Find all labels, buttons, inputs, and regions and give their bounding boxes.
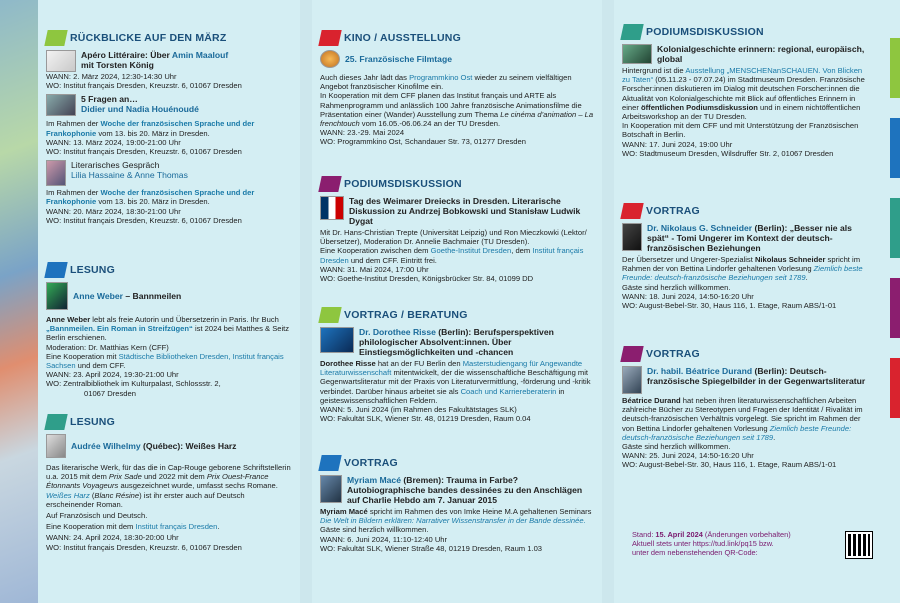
master-link[interactable]: Masterstudiengang für Angewandte Literaturwissenschaft <box>320 359 583 378</box>
purple-flag-icon <box>318 176 341 192</box>
section-podium-kolonial <box>622 24 870 158</box>
flags-icon <box>320 196 344 220</box>
section-vortrag-durand <box>622 346 870 470</box>
event-guest-note: Gäste sind herzlich willkommen. <box>622 442 731 452</box>
photo-thumbnail <box>622 366 642 394</box>
section-title: LESUNG <box>70 416 115 428</box>
qr-code-icon[interactable] <box>846 532 872 558</box>
photo-thumbnail <box>622 44 652 64</box>
red-flag-icon <box>318 30 341 46</box>
event-when: WANN: 23.-29. Mai 2024 <box>320 128 405 138</box>
event-where: WO: Programmkino Ost, Schandauer Str. 73, 01277 Dresden <box>320 137 526 147</box>
event-mace <box>320 475 596 505</box>
blue-tab <box>890 118 900 178</box>
event-desc: Der Übersetzer und Ungerer-Spezialist Nikolaus Schneider spricht im Rahmen der von Bettina Lindorfer gehaltenen Vorlesung Ziemlich beste Freunde: deutsch-französische Beziehungen seit 1789. <box>622 255 863 283</box>
event-when: WANN: 18. Juni 2024, 14:50-16:20 Uhr <box>622 291 754 301</box>
event-risse <box>320 327 596 357</box>
section-title: VORTRAG / BERATUNG <box>344 309 468 321</box>
column-1 <box>38 0 300 603</box>
event-where: WO: Institut français Dresden, Kreuzstr. 6, 01067 Dresden <box>46 215 242 225</box>
partner-link[interactable]: Städtische Bibliotheken Dresden, Institut français Sachsen <box>46 351 284 371</box>
event-filmtage <box>320 50 596 68</box>
event-where: WO: Fakultät SLK, Wiener Str. 48, 01219 Dresden, Raum 0.04 <box>320 414 531 424</box>
event-title: Literarisches Gespräch Lilia Hassaine & Anne Thomas <box>71 160 188 181</box>
event-desc: Myriam Macé spricht im Rahmen des von Imke Heine M.A gehaltenen Seminars Die Welt in Bildern erklären: Narrativer Wissenstransfer in der Bande dessinée. <box>320 507 592 526</box>
teal-tab <box>890 198 900 258</box>
section-vortrag-schneider <box>622 203 870 310</box>
teal-flag-icon <box>620 24 643 40</box>
event-desc: Das literarische Werk, für das die in Cap-Rouge geborene Schriftstellerin u.a. 2015 mit dem Prix Sade und 2022 mit dem Prix Ouest-France Étonnants Voyageurs ausgezeichnet wurde, umfasst sechs Romane. Weißes Harz (Blanc Résine) ist ihr erster auch auf Deutsch erscheinender Roman. <box>46 463 291 509</box>
column-2 <box>312 0 602 603</box>
section-kino <box>320 30 596 147</box>
event-where: WO: August-Bebel-Str. 30, Haus 116, 1. Etage, Raum ABS/1-01 <box>622 460 837 470</box>
section-title: VORTRAG <box>646 205 700 217</box>
event-literarisches-gespraech <box>46 160 294 186</box>
section-vortrag-beratung <box>320 307 596 423</box>
coach-link[interactable]: Coach und Karriereberaterin <box>460 386 557 396</box>
event-title: Anne Weber – Bannmeilen <box>73 291 182 301</box>
kino-link[interactable]: Programmkino Ost <box>409 73 473 82</box>
film-icon <box>320 50 340 68</box>
event-title: Tag des Weimarer Dreiecks in Dresden. Literarische Diskussion zu Andrzej Bobkowski und Stanisław Ludwik Dygat <box>349 196 581 226</box>
event-title: 25. Französische Filmtage <box>345 54 452 64</box>
frankophonie-link[interactable]: Woche der französischen Sprache und der Frankophonie <box>46 188 255 207</box>
green-tab <box>890 38 900 98</box>
event-when: WANN: 25. Juni 2024, 14:50-16:20 Uhr <box>622 451 754 461</box>
ausstellung-link[interactable]: Ausstellung „MENSCHENanSCHAUEN. Von Blicken zu Taten“ <box>622 66 863 85</box>
book-cover-thumbnail <box>46 282 68 310</box>
section-title: LESUNG <box>70 264 115 276</box>
event-title: Myriam Macé (Bremen): Trauma in Farbe? Autobiographische bandes dessinées zu den Anschlägen auf Charlie Hebdo am 7. Januar 2015 <box>347 475 583 505</box>
photo-thumbnail <box>622 223 642 251</box>
section-title: VORTRAG <box>344 457 398 469</box>
event-guest-note: Gäste sind herzlich willkommen. <box>622 282 731 292</box>
event-when: WANN: 2. März 2024, 12:30-14:30 Uhr <box>46 72 177 81</box>
event-desc-2: In Kooperation mit dem CFF planen das Institut français und ARTE als Rahmenprogramm und anlässlich 100 Jahre französische Animationsfilme die Präsentation einer (Wander) Ausstellung zum Thema Le cinéma d’animation – La frenchtouch vom 16.05.-06.06.24 an der TU Dresden. <box>320 91 594 129</box>
partner-link[interactable]: Institut français Dresden <box>135 522 218 532</box>
event-moderation: Moderation: Dr. Matthias Kern (CFF) <box>46 342 169 352</box>
event-desc: Béatrice Durand hat neben ihren literaturwissenschaftlichen Arbeiten zahlreiche Bücher zu Stereotypen und Fragen der Identität / Rivalität im deutsch-französischen Verhältnis vorgelegt. Sie spricht im Rahmen der von Bettina Lindorfer gehaltenen Vorlesung Ziemlich beste Freunde: deutsch-französische Beziehungen seit 1789. <box>622 396 863 442</box>
event-title: Dr. habil. Béatrice Durand (Berlin): Deutsch-französische Spiegelbilder in der Gegenwartsliteratur <box>647 366 866 386</box>
frankophonie-link[interactable]: Woche der französischen Sprache und der Frankophonie <box>46 119 255 138</box>
event-coop: Eine Kooperation zwischen dem Goethe-Institut Dresden, dem Institut français Dresden und dem CFF. Eintritt frei. <box>320 246 584 265</box>
update-link-note[interactable]: Aktuell stets unter https://tud.link/pq15 bzw. <box>632 539 774 548</box>
event-where: WO: Institut français Dresden, Kreuzstr. 6, 01067 Dresden <box>46 147 242 157</box>
event-when: WANN: 24. April 2024, 18:30-20:00 Uhr <box>46 533 179 543</box>
section-title: RÜCKBLICKE AUF DEN MÄRZ <box>70 32 227 44</box>
section-title: PODIUMSDISKUSSION <box>344 178 462 190</box>
goethe-link[interactable]: Goethe-Institut Dresden <box>430 246 512 256</box>
blue-flag-icon <box>318 455 341 471</box>
event-when: WANN: 23. April 2024, 19:30-21:00 Uhr <box>46 370 179 380</box>
event-where: WO: Goethe-Institut Dresden, Königsbrücker Str. 84, 01099 DD <box>320 274 534 284</box>
institut-link[interactable]: Institut français Dresden <box>320 246 584 265</box>
event-anne-weber <box>46 282 294 310</box>
section-vortrag-mace <box>320 455 596 553</box>
event-title: Audrée Wilhelmy (Québec): Weißes Harz <box>71 441 237 451</box>
event-desc: Im Rahmen der Woche der französischen Sprache und der Frankophonie vom 13. bis 20. März in Dresden. <box>46 188 255 207</box>
event-when: WANN: 6. Juni 2024, 11:10-12:40 Uhr <box>320 534 448 544</box>
event-kolonial <box>622 44 870 64</box>
event-weimarer-dreieck <box>320 196 596 226</box>
stand-note: Stand: 15. April 2024 (Änderungen vorbehalten) Aktuell stets unter https://tud.link/pq15 bzw. unter dem nebenstehenden QR-Code: <box>632 530 832 557</box>
event-schneider <box>622 223 870 253</box>
purple-flag-icon <box>620 346 643 362</box>
book-link[interactable]: „Bannmeilen. Ein Roman in Streifzügen“ <box>46 324 193 334</box>
section-title: KINO / AUSSTELLUNG <box>344 32 461 44</box>
event-title: 5 Fragen an… Didier und Nadia Houénoudé <box>81 94 199 115</box>
gutter <box>300 0 312 603</box>
event-title: Dr. Nikolaus G. Schneider (Berlin): „Besser nie als spät“ - Tomi Ungerer im Kontext der deutsch-französischen Beziehungen <box>647 223 852 253</box>
blue-flag-icon <box>44 262 67 278</box>
event-title: Apéro Littéraire: Über Amin Maalouf mit Torsten König <box>81 50 229 70</box>
event-where: WO: Stadtmuseum Dresden, Wilsdruffer Str. 2, 01067 Dresden <box>622 148 834 158</box>
event-where: WO: Fakultät SLK, Wiener Straße 48, 01219 Dresden, Raum 1.03 <box>320 543 543 553</box>
event-5-fragen <box>46 94 294 116</box>
event-desc: Auch dieses Jahr lädt das Programmkino Ost wieder zu seinem vielfältigen Angebot französischer Kinofilme ein. <box>320 73 572 92</box>
event-audree-wilhelmy <box>46 434 294 458</box>
event-when: WANN: 20. März 2024, 18:30-21:00 Uhr <box>46 206 181 216</box>
book-link[interactable]: Weißes Harz <box>46 490 90 500</box>
event-title: Dr. Dorothee Risse (Berlin): Berufsperspektiven philologischer Absolvent:innen. Über Einstiegsmöglichkeiten und -chancen <box>359 327 554 357</box>
vorlesung-link[interactable]: Ziemlich beste Freunde: deutsch-französische Beziehungen seit 1789 <box>622 264 863 283</box>
red-flag-icon <box>620 203 643 219</box>
event-where: WO: August-Bebel-Str. 30, Haus 116, 1. Etage, Raum ABS/1-01 <box>622 301 837 311</box>
event-when: WANN: 5. Juni 2024 (im Rahmen des Fakultätstages SLK) <box>320 405 517 415</box>
photo-thumbnail <box>320 475 342 503</box>
section-lesung-1 <box>46 262 294 398</box>
section-podium <box>320 176 596 283</box>
event-coop: Eine Kooperation mit Städtische Bibliotheken Dresden, Institut français Sachsen und dem CFF. <box>46 351 284 371</box>
section-lesung-2 <box>46 414 294 552</box>
column-3 <box>614 0 876 603</box>
seminar-link[interactable]: Die Welt in Bildern erklären: Narrativer Wissenstransfer in der Bande dessinée. <box>320 516 586 526</box>
right-tab-strip <box>876 0 900 603</box>
event-desc: Dorothee Risse hat an der FU Berlin den Masterstudiengang für Angewandte Literaturwissenschaft mitentwickelt, der die wissenschaftliche Beschäftigung mit Gegenwartsliteratur mit der Praxis von Literaturvermittlung, -förderung und -kritik verbindet. Darüber hinaus arbeitet sie als Coach und Karriereberaterin in geisteswissenschaftlichen Feldern. <box>320 359 591 405</box>
event-when: WANN: 31. Mai 2024, 17:00 Uhr <box>320 264 429 274</box>
section-title: VORTRAG <box>646 348 700 360</box>
purple-tab <box>890 278 900 338</box>
event-desc: Anne Weber lebt als freie Autorin und Übersetzerin in Paris. Ihr Buch „Bannmeilen. Ein Roman in Streifzügen“ ist 2024 bei Matthes & Seitz Berlin erschienen. <box>46 315 290 343</box>
event-guest-note: Gäste sind herzlich willkommen. <box>320 525 429 535</box>
event-where: WO: Institut français Dresden, Kreuzstr. 6, 01067 Dresden <box>46 81 242 91</box>
book-cover-thumbnail <box>46 160 66 186</box>
green-flag-icon <box>318 307 341 323</box>
photo-thumbnail <box>320 327 354 353</box>
red-tab <box>890 358 900 418</box>
photo-thumbnail <box>46 94 76 116</box>
event-coop: Eine Kooperation mit dem Institut français Dresden. <box>46 522 220 532</box>
section-title: PODIUMSDISKUSSION <box>646 26 764 38</box>
event-where: WO: Zentralbibliothek im Kulturpalast, Schlossstr. 2, <box>46 379 221 389</box>
event-desc: Im Rahmen der Woche der französischen Sprache und der Frankophonie vom 13. bis 20. März in Dresden. <box>46 119 255 138</box>
gutter <box>602 0 614 603</box>
event-language: Auf Französisch und Deutsch. <box>46 511 148 521</box>
event-where-line-2: 01067 Dresden <box>84 388 136 398</box>
teal-flag-icon <box>44 414 67 430</box>
decorative-painting-strip <box>0 0 38 603</box>
event-apero <box>46 50 294 72</box>
event-title: Kolonialgeschichte erinnern: regional, europäisch, global <box>657 44 865 64</box>
book-cover-thumbnail <box>46 50 76 72</box>
green-flag-icon <box>44 30 67 46</box>
event-durand <box>622 366 870 394</box>
event-desc: Hintergrund ist die Ausstellung „MENSCHENanSCHAUEN. Von Blicken zu Taten“ (05.11.23 - 07.07.24) im Stadtmuseum Dresden. Französische Forscher:innen diskutieren im Dialog mit deutschen Forscher:innen die Aktualität von Kolonialgeschichte mit Blick auf öffentliches Erinnern in einer öffentlichen Podiumsdiskussion und in einem nichtöffentlichen Arbeitsworkshop an der TU Dresden. <box>622 66 865 122</box>
event-when: WANN: 17. Juni 2024, 19:00 Uhr <box>622 139 733 149</box>
event-where: WO: Institut français Dresden, Kreuzstr. 6, 01067 Dresden <box>46 542 242 552</box>
vorlesung-link[interactable]: Ziemlich beste Freunde: deutsch-französische Beziehungen seit 1789 <box>622 423 852 442</box>
book-cover-thumbnail <box>46 434 66 458</box>
event-desc: Mit Dr. Hans-Christian Trepte (Universität Leipzig) und Ron Mieczkowki (Lektor/Übersetzer), Moderation Dr. Annelie Bachmaier (TU Dresden). <box>320 228 587 247</box>
event-coop: In Kooperation mit dem CFF und mit Unterstützung der Französischen Botschaft in Berlin. <box>622 121 859 140</box>
section-rueckblicke <box>46 30 294 225</box>
event-when: WANN: 13. März 2024, 19:00-21:00 Uhr <box>46 137 181 147</box>
